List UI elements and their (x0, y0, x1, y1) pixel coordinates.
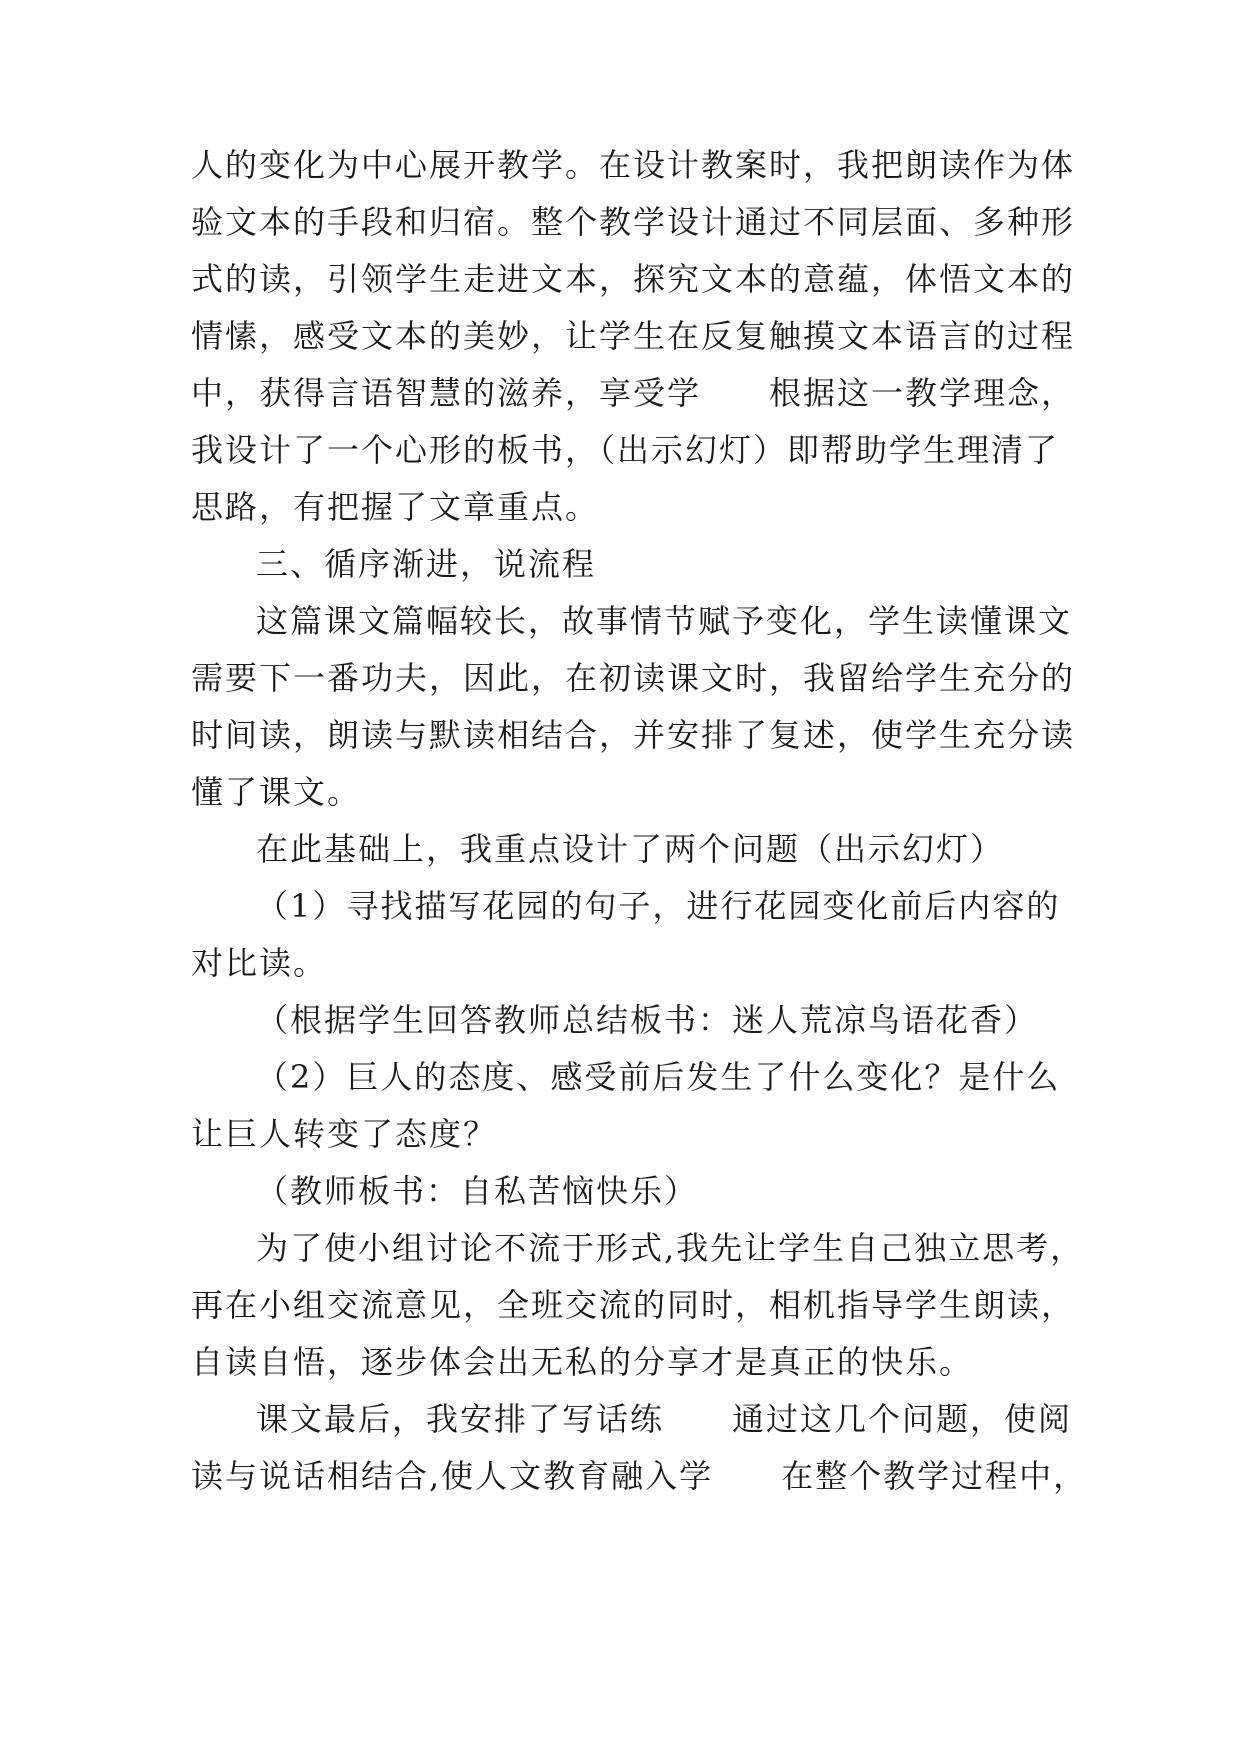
paragraph-line: 再在小组交流意见，全班交流的同时，相机指导学生朗读， (191, 1286, 1076, 1324)
board-note: （根据学生回答教师总结板书：迷人荒凉鸟语花香） (256, 1001, 1039, 1039)
paragraph-line: 在此基础上，我重点设计了两个问题（出示幻灯） (256, 830, 1005, 868)
board-note: （教师板书：自私苦恼快乐） (256, 1172, 699, 1210)
question-item: （1）寻找描写花园的句子，进行花园变化前后内容的 (256, 887, 1061, 925)
paragraph-line: 我设计了一个心形的板书，（出示幻灯）即帮助学生理清了 (191, 431, 1060, 469)
paragraph-line: 验文本的手段和归宿。整个教学设计通过不同层面、多种形 (191, 203, 1076, 241)
paragraph-line: 自读自悟，逐步体会出无私的分享才是真正的快乐。 (191, 1343, 974, 1381)
paragraph-line: 中，获得言语智慧的滋养，享受学 根据这一教学理念， (191, 374, 1076, 412)
paragraph-line: 课文最后，我安排了写话练 通过这几个问题，使阅 (256, 1400, 1073, 1438)
paragraph-line: 情愫，感受文本的美妙，让学生在反复触摸文本语言的过程 (191, 317, 1076, 355)
paragraph-line: 为了使小组讨论不流于形式,我先让学生自己独立思考， (256, 1229, 1085, 1267)
question-item: （2）巨人的态度、感受前后发生了什么变化？是什么 (256, 1058, 1061, 1096)
paragraph-line: 让巨人转变了态度？ (191, 1115, 498, 1153)
paragraph-line: 式的读，引领学生走进文本，探究文本的意蕴，体悟文本的 (191, 260, 1076, 298)
paragraph-line: 时间读，朗读与默读相结合，并安排了复述，使学生充分读 (191, 716, 1076, 754)
paragraph-line: 对比读。 (191, 944, 328, 982)
paragraph-line: 需要下一番功夫，因此，在初读课文时，我留给学生充分的 (191, 659, 1076, 697)
paragraph-line: 思路，有把握了文章重点。 (191, 488, 600, 526)
section-heading: 三、循序渐进，说流程 (256, 545, 597, 583)
paragraph-line: 读与说话相结合,使人文教育融入学 在整个教学过程中， (191, 1457, 1088, 1495)
paragraph-line: 懂了课文。 (191, 773, 362, 811)
paragraph-line: 人的变化为中心展开教学。在设计教案时，我把朗读作为体 (191, 146, 1076, 184)
paragraph-line: 这篇课文篇幅较长，故事情节赋予变化，学生读懂课文 (256, 602, 1073, 640)
